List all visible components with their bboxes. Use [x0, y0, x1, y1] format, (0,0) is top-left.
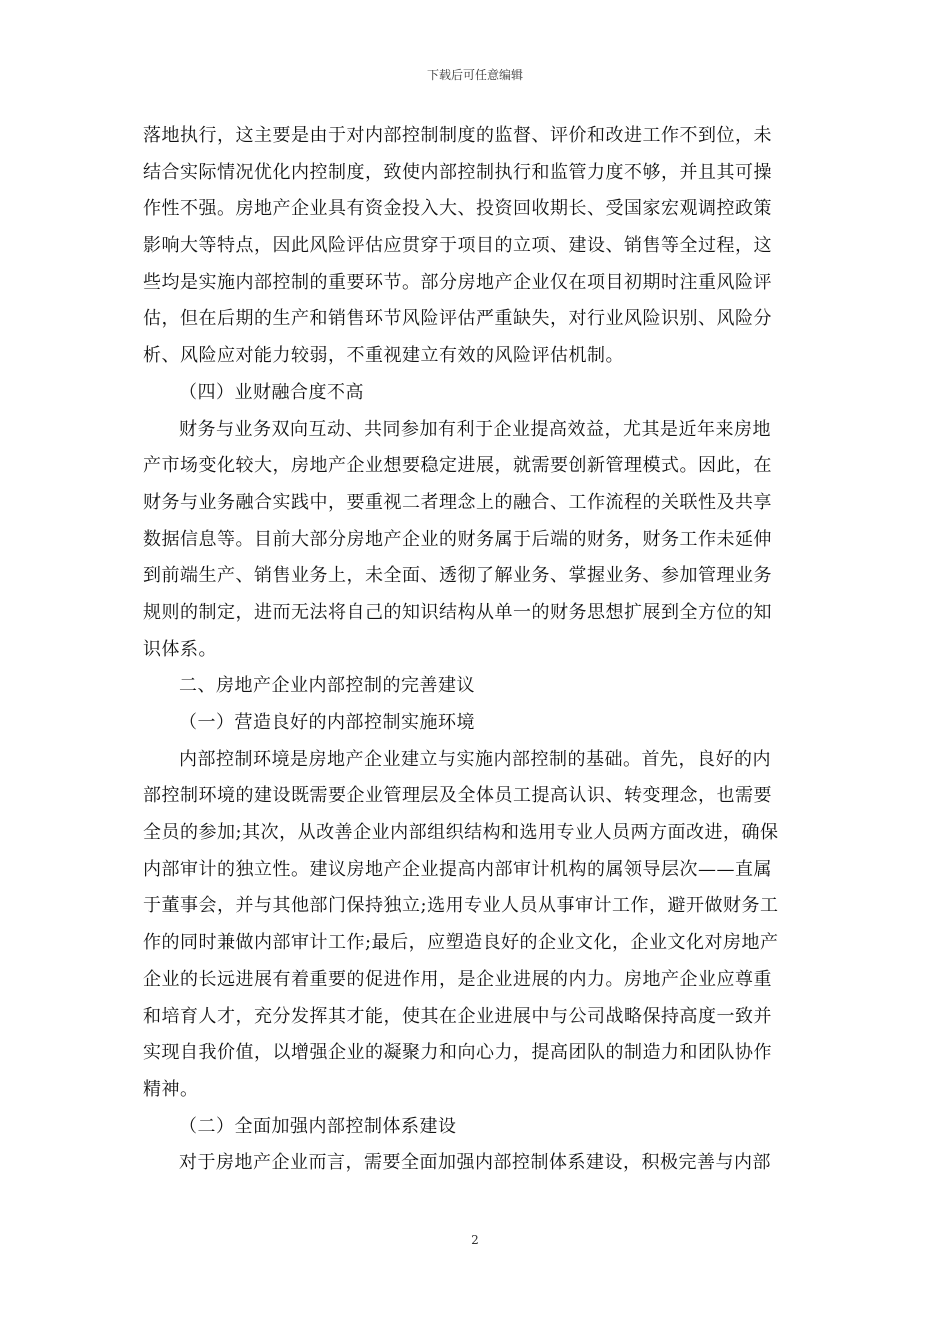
text-line: 内部控制环境是房地产企业建立与实施内部控制的基础。首先，良好的内 [179, 748, 771, 770]
text-line: 对于房地产企业而言，需要全面加强内部控制体系建设，积极完善与内部 [179, 1152, 771, 1174]
text-line: 析、风险应对能力较弱，不重视建立有效的风险评估机制。 [143, 345, 624, 367]
text-line: 实现自我价值，以增强企业的凝聚力和向心力，提高团队的制造力和团队协作 [143, 1042, 772, 1064]
text-line: 于董事会，并与其他部门保持独立;选用专业人员从事审计工作，避开做财务工 [143, 895, 779, 917]
text-line: 产市场变化较大，房地产企业想要稳定进展，就需要创新管理模式。因此，在 [143, 455, 772, 477]
text-line: 识体系。 [143, 638, 217, 660]
page-header: 下载后可任意编辑 [426, 68, 523, 82]
text-line: 影响大等特点，因此风险评估应贯穿于项目的立项、建设、销售等全过程，这 [143, 235, 772, 257]
text-line: 全员的参加;其次，从改善企业内部组织结构和选用专业人员两方面改进，确保 [143, 822, 779, 844]
text-line: 财务与业务双向互动、共同参加有利于企业提高效益，尤其是近年来房地 [179, 418, 771, 440]
text-line: （二）全面加强内部控制体系建设 [179, 1115, 457, 1137]
text-line: 企业的长远进展有着重要的促进作用，是企业进展的内力。房地产企业应尊重 [143, 968, 772, 990]
text-line: 内部审计的独立性。建议房地产企业提高内部审计机构的属领导层次——直属 [143, 858, 772, 880]
text-line: （四）业财融合度不高 [179, 381, 364, 403]
text-line: 数据信息等。目前大部分房地产企业的财务属于后端的财务，财务工作未延伸 [143, 528, 772, 550]
text-line: （一）营造良好的内部控制实施环境 [179, 712, 475, 733]
text-line: 规则的制定，进而无法将自己的知识结构从单一的财务思想扩展到全方位的知 [143, 601, 772, 623]
page-number: 2 [471, 1233, 479, 1247]
text-line: 结合实际情况优化内控制度，致使内部控制执行和监管力度不够，并且其可操 [143, 161, 772, 183]
text-line: 估，但在后期的生产和销售环节风险评估严重缺失，对行业风险识别、风险分 [143, 308, 772, 330]
document-body [143, 118, 808, 1182]
text-line: 落地执行，这主要是由于对内部控制制度的监督、评价和改进工作不到位，未 [143, 125, 772, 146]
text-line: 些均是实施内部控制的重要环节。部分房地产企业仅在项目初期时注重风险评 [143, 271, 772, 293]
text-line: 二、房地产企业内部控制的完善建议 [179, 675, 475, 697]
text-line: 作性不强。房地产企业具有资金投入大、投资回收期长、受国家宏观调控政策 [143, 198, 772, 220]
text-line: 部控制环境的建设既需要企业管理层及全体员工提高认识、转变理念，也需要 [143, 785, 772, 807]
text-line: 作的同时兼做内部审计工作;最后，应塑造良好的企业文化，企业文化对房地产 [143, 932, 779, 954]
text-line: 精神。 [143, 1078, 199, 1100]
text-line: 和培育人才，充分发挥其才能，使其在企业进展中与公司战略保持高度一致并 [143, 1005, 772, 1027]
text-line: 财务与业务融合实践中，要重视二者理念上的融合、工作流程的关联性及共享 [143, 491, 772, 513]
text-line: 到前端生产、销售业务上，未全面、透彻了解业务、掌握业务、参加管理业务 [143, 565, 772, 587]
